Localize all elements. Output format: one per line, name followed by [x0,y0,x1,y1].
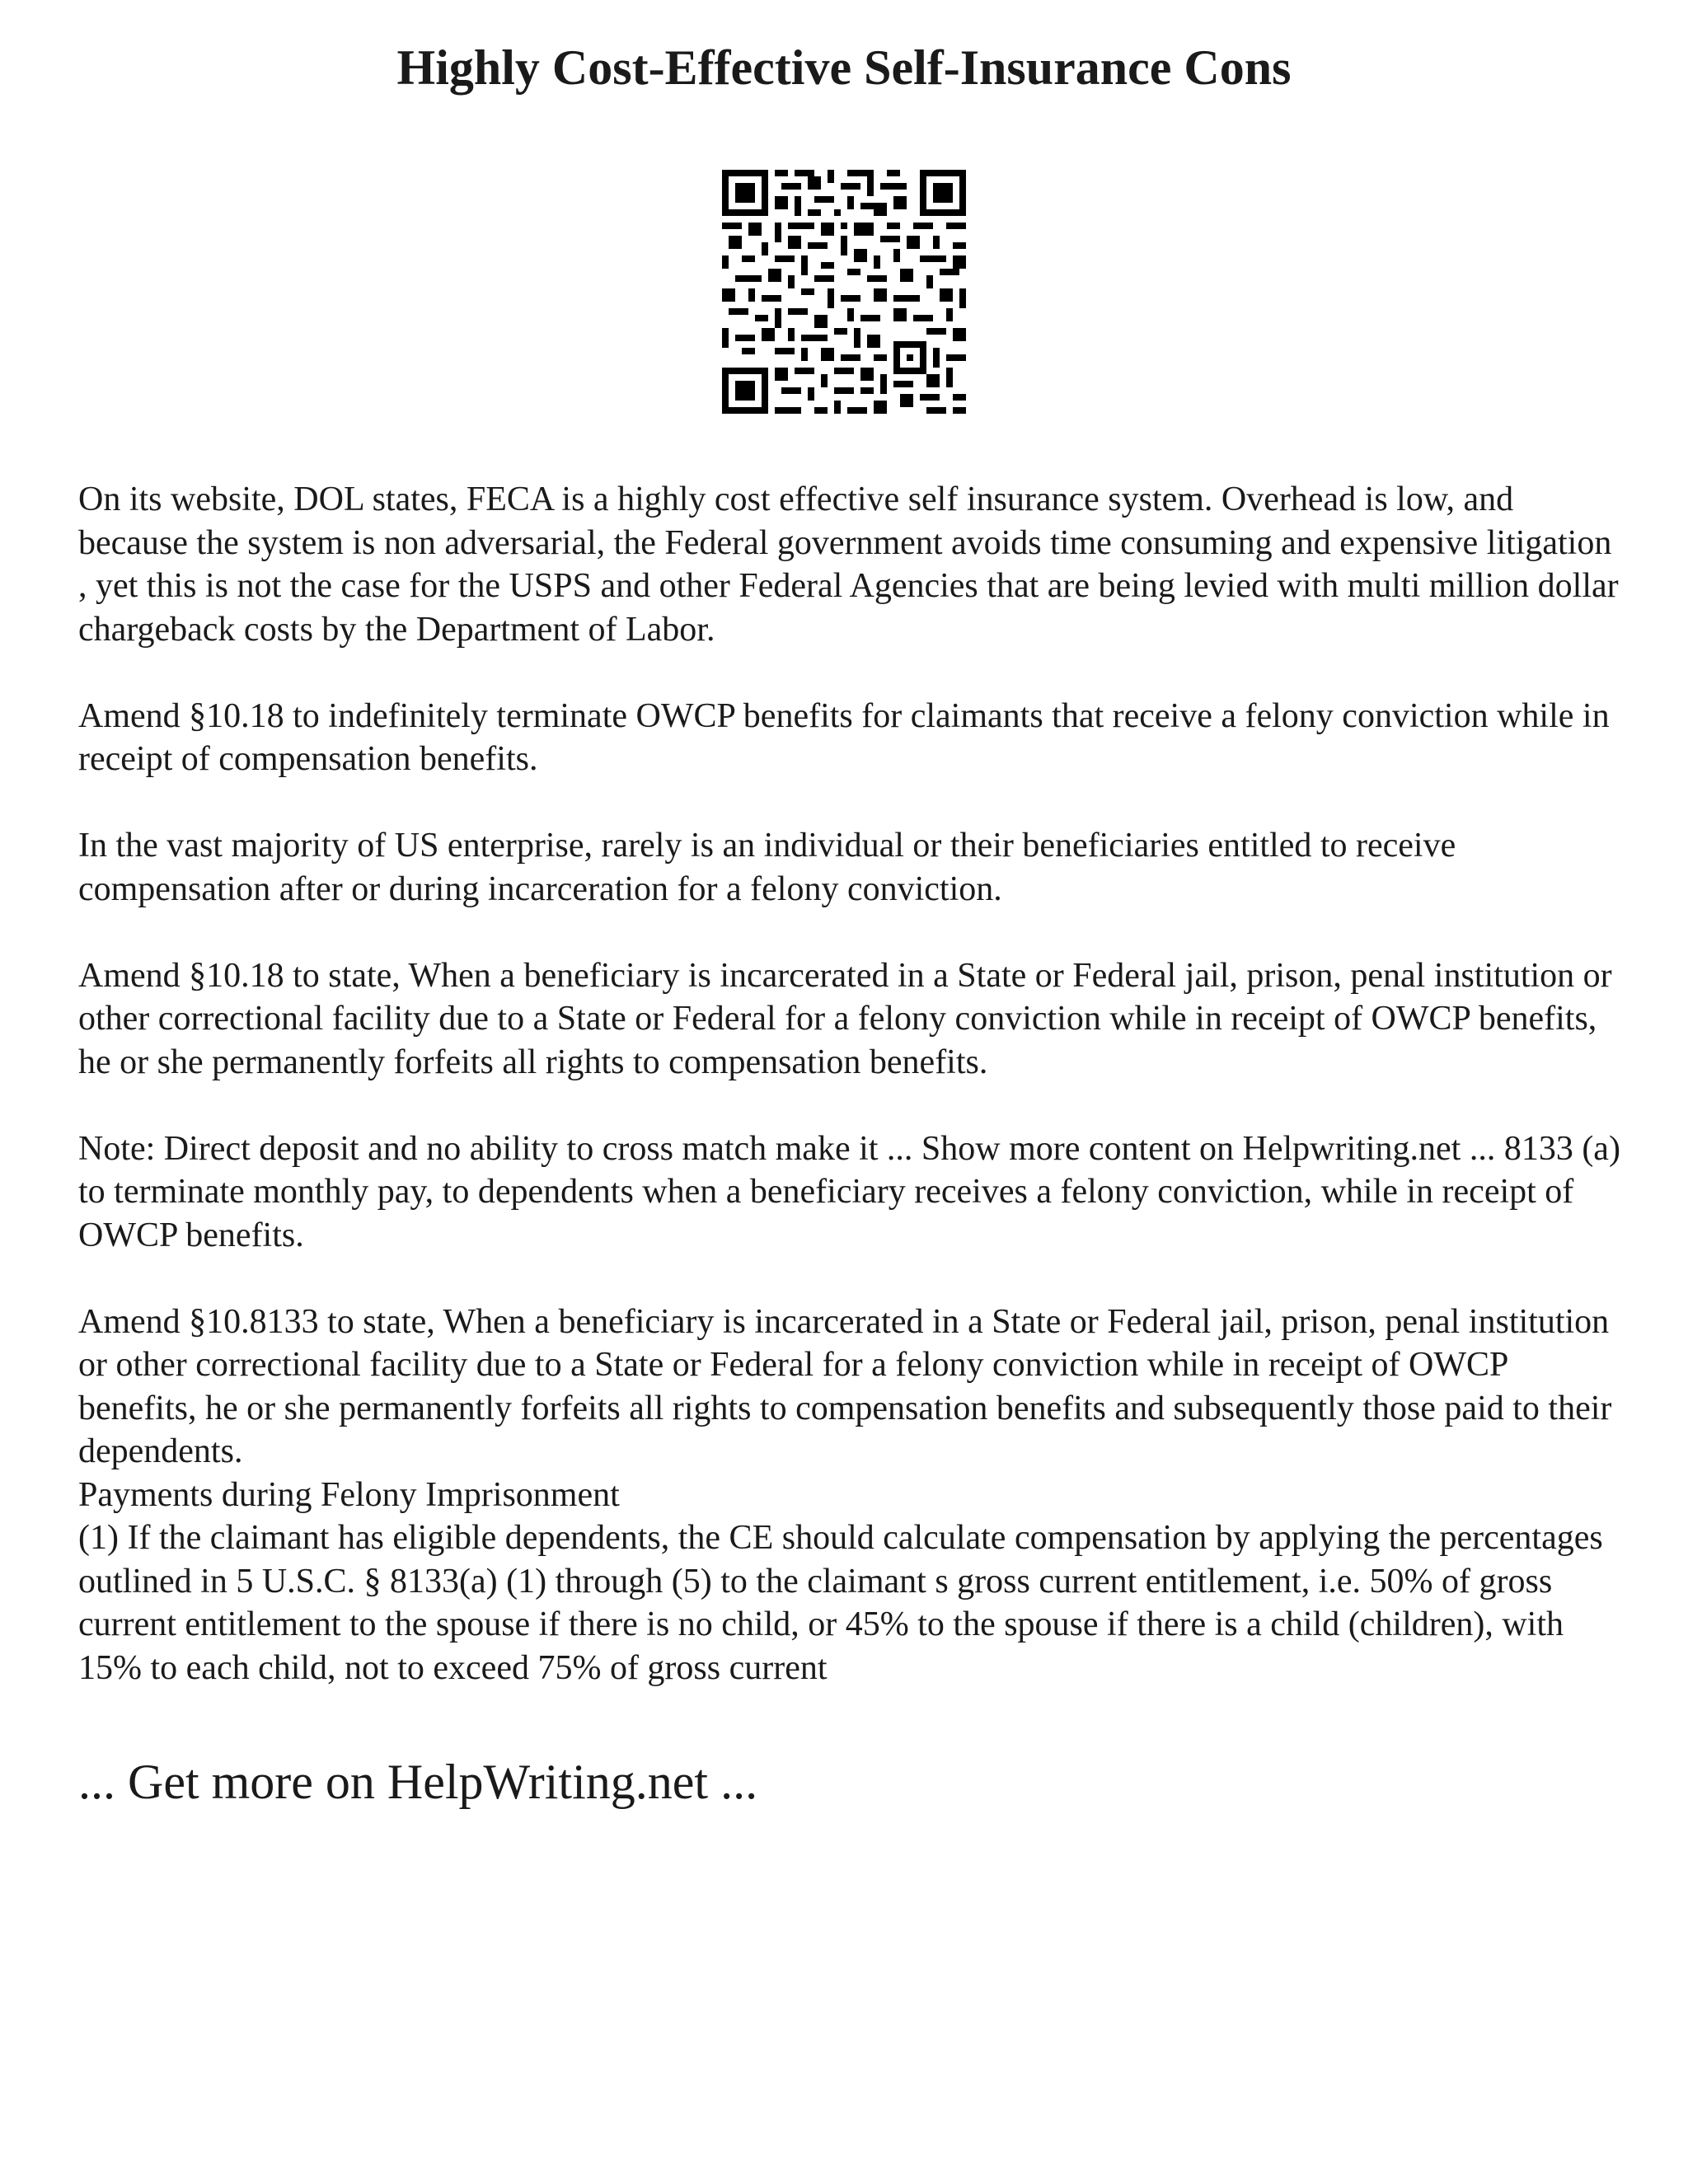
paragraph-note: Note: Direct deposit and no ability to cross match make it ... Show more content on Helpwriting.net ... 8133 (a) to terminate monthly pay, to dependents when a beneficiary receives a felony conviction, while in receipt of OWCP benefits. [78,1129,1620,1254]
paragraph-eligible-dependents: (1) If the claimant has eligible dependents, the CE should calculate compensation by applying the percentages outlined in 5 U.S.C. § 8133(a) (1) through (5) to the claimant s gross current entitlement, i.e. 50% of gross current entitlement to the spouse if there is no child, or 45% to the spouse if there is a child (children), with 15% to each child, not to exceed 75% of gross current [78,1519,1603,1687]
paragraph-us-enterprise: In the vast majority of US enterprise, rarely is an individual or their beneficiaries entitled to receive compensation after or during incarceration for a felony conviction. [78,827,1456,908]
paragraph-amend-8133: Amend §10.8133 to state, When a beneficiary is incarcerated in a State or Federal jail, prison, penal institution or other correctional facility due to a State or Federal for a felony conviction while in receipt of OWCP benefits, he or she permanently forfeits all rights to compensation benefits and subsequently those paid to their dependents. [78,1302,1612,1470]
qr-code-icon [722,170,966,414]
section-heading-payments: Payments during Felony Imprisonment [78,1475,620,1514]
get-more-link[interactable]: ... Get more on HelpWriting.net ... [78,1755,758,1809]
paragraph-amend-terminate: Amend §10.18 to indefinitely terminate OWCP benefits for claimants that receive a felony conviction while in receipt of compensation benefits. [78,696,1610,778]
article-body [78,478,1628,1690]
paragraph-feca-overview: On its website, DOL states, FECA is a highly cost effective self insurance system. Overhead is low, and because the system is non adversarial, the Federal government avoids time consuming and expensive litigation , yet this is not the case for the USPS and other Federal Agencies that are being levied with multi million dollar chargeback costs by the Department of Labor. [78,480,1619,649]
paragraph-amend-state: Amend §10.18 to state, When a beneficiary is incarcerated in a State or Federal jail, prison, penal institution or other correctional facility due to a State or Federal for a felony conviction while in receipt of OWCP benefits, he or she permanently forfeits all rights to compensation benefits. [78,956,1612,1081]
page-title: Highly Cost-Effective Self-Insurance Cons [396,40,1292,95]
